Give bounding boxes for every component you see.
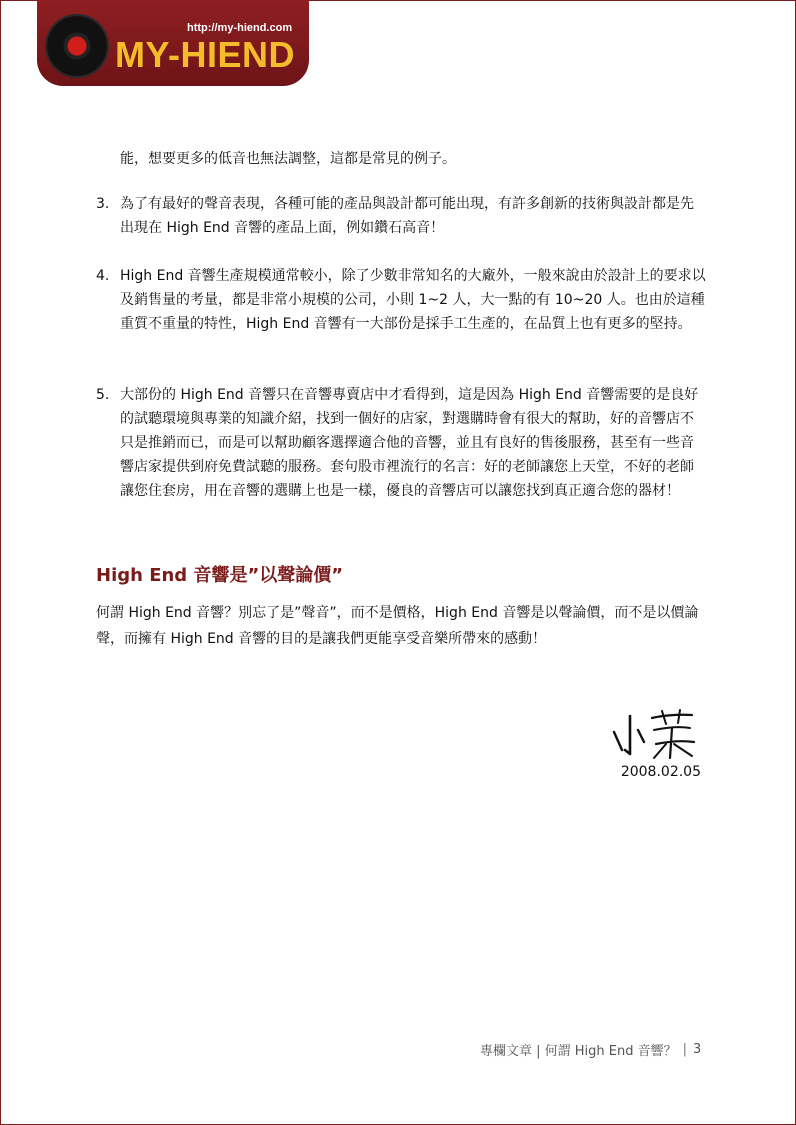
footer-text: 專欄文章 | 何謂 High End 音響？ — [480, 1044, 677, 1059]
list-text: High End 音響生產規模通常較小，除了少數非常知名的大廠外，一般來說由於設計上的要求以及銷售量的考量，都是非常小規模的公司，小則 1~2 人，大一點的有 10~20 人。也由於這種重質不重量的特性，High End 音響有一大部份是採手工生產的，在品質上也有更多的堅持。 — [120, 268, 706, 332]
list-text: 大部份的 High End 音響只在音響專賣店中才看得到，這是因為 High End 音響需要的是良好的試聽環境與專業的知識介紹，找到一個好的店家，對選購時會有很大的幫助，好的音響店不只是推銷而已，而是可以幫助顧客選擇適合他的音響，並且有良好的售後服務，甚至有一些音響店家提供到府免費試聽的服務。套句股市裡流行的名言：好的老師讓您上天堂，不好的老師讓您住套房，用在音響的選購上也是一樣，優良的音響店可以讓您找到真正適合您的器材！ — [120, 387, 699, 499]
section-body: 何謂 High End 音響？別忘了是”聲音”，而不是價格，High End 音響是以聲論價，而不是以價論聲，而擁有 High End 音響的目的是讓我們更能享受音樂所帶來的感動！ — [96, 605, 699, 647]
handwritten-signature — [608, 708, 704, 762]
list-number: 3. — [96, 196, 110, 212]
list-item — [96, 264, 706, 336]
logo-text: MY-HIEND — [115, 34, 296, 75]
list-item — [96, 383, 706, 503]
page-number: 3 — [693, 1042, 702, 1057]
list-number: 4. — [96, 268, 110, 284]
list-text: 為了有最好的聲音表現，各種可能的產品與設計都可能出現，有許多創新的技術與設計都是先出現在 High End 音響的產品上面，例如鑽石高音！ — [120, 196, 694, 236]
section-heading: High End 音響是”以聲論價” — [96, 565, 344, 586]
footer-separator: | — [682, 1042, 688, 1057]
page-footer — [480, 1040, 701, 1059]
list-number: 5. — [96, 387, 110, 403]
intro-continuation: 能，想要更多的低音也無法調整，這都是常見的例子。 — [120, 151, 456, 167]
signature-date: 2008.02.05 — [620, 764, 701, 780]
logo-url: http://my-hiend.com — [187, 22, 293, 34]
list-item — [96, 192, 706, 240]
